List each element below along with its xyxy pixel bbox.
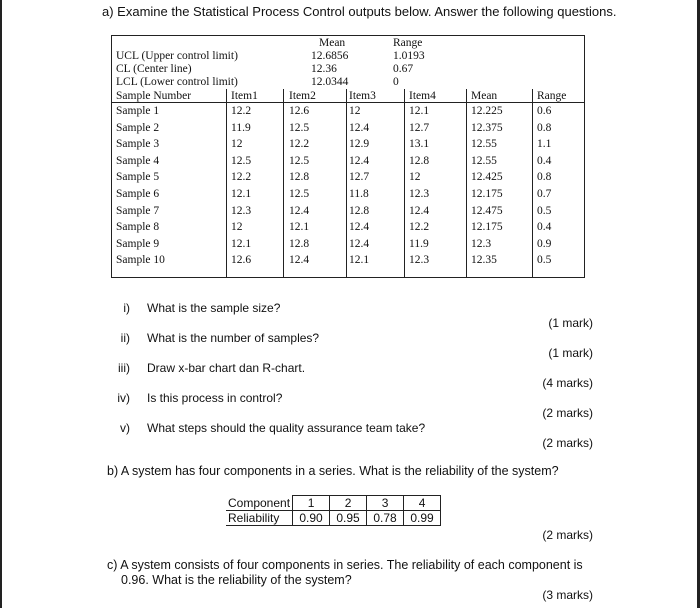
reliability-table: [226, 495, 441, 526]
question-text: Is this process in control?: [147, 391, 283, 405]
table-cell: 12.2: [409, 221, 430, 234]
sample-label: Sample 9: [116, 237, 160, 250]
table-cell: 12.2: [231, 105, 252, 117]
component-cell: 4: [404, 496, 441, 511]
limit-mean-value: 12.36: [311, 63, 337, 75]
table-cell: 12: [349, 105, 361, 117]
column-divider: [466, 89, 467, 278]
table-cell: 12.3: [231, 204, 252, 217]
limit-range-value: 1.0193: [393, 50, 425, 62]
reliability-cell: 0.99: [404, 511, 441, 526]
table-cell: 12.375: [471, 121, 503, 134]
sample-label: Sample 10: [116, 254, 165, 267]
component-label: Component: [226, 496, 293, 511]
table-cell: 12.2: [231, 171, 252, 184]
table-cell: 12.5: [231, 154, 252, 167]
table-cell: 12.3: [471, 237, 492, 250]
table-cell: 12: [231, 221, 243, 234]
column-divider: [532, 89, 533, 278]
table-cell: 12.7: [409, 121, 430, 134]
limit-mean-value: 12.0344: [311, 76, 349, 88]
table-cell: 0.4: [537, 221, 552, 234]
column-header: Item4: [409, 90, 436, 102]
table-cell: 12.55: [471, 154, 497, 167]
table-cell: 12.1: [231, 237, 252, 250]
table-cell: 12.2: [289, 138, 310, 151]
table-cell: 0.4: [537, 154, 552, 167]
column-divider: [283, 89, 284, 278]
question-marks: (2 marks): [542, 406, 593, 420]
table-cell: 12.175: [471, 221, 503, 234]
table-cell: 12.9: [349, 138, 370, 151]
question-marks: (1 mark): [548, 316, 593, 330]
limit-mean-value: 12.6856: [311, 50, 349, 62]
table-cell: 12.475: [471, 204, 503, 217]
limit-label: CL (Center line): [116, 63, 192, 75]
reliability-label: Reliability: [226, 511, 293, 526]
question-c-line1: c) A system consists of four components in series. The reliability of each component is: [107, 558, 583, 572]
column-header: Mean: [471, 90, 498, 102]
table-cell: 0.8: [537, 171, 552, 184]
sample-label: Sample 4: [116, 154, 160, 167]
table-cell: 12.4: [409, 204, 430, 217]
question-text: What is the number of samples?: [147, 331, 320, 345]
question-marks: (4 marks): [542, 376, 593, 390]
table-cell: 0.6: [537, 105, 552, 117]
table-cell: 12.55: [471, 138, 497, 151]
limit-label: LCL (Lower control limit): [116, 76, 238, 88]
question-c-marks: (3 marks): [542, 588, 593, 602]
question-b-text: b) A system has four components in a series. What is the reliability of the system?: [107, 464, 559, 478]
limit-header-mean: Mean: [319, 37, 346, 49]
table-cell: 12.4: [349, 121, 370, 134]
table-cell: 12.1: [289, 221, 310, 234]
table-cell: 12.5: [289, 188, 310, 200]
limit-header-range: Range: [393, 37, 423, 49]
table-cell: 12.4: [289, 204, 310, 217]
question-marks: (2 marks): [542, 436, 593, 450]
sample-label: Sample 2: [116, 121, 160, 134]
table-cell: 12.8: [289, 237, 310, 250]
question-number: v): [120, 421, 130, 435]
column-header: Sample Number: [116, 90, 192, 102]
sample-label: Sample 6: [116, 188, 160, 200]
question-text: What steps should the quality assurance team take?: [147, 421, 426, 435]
table-cell: 12.1: [349, 254, 370, 267]
table-cell: 12.225: [471, 105, 503, 117]
table-cell: 12.3: [409, 188, 430, 200]
table-cell: 12.6: [289, 105, 310, 117]
reliability-cell: 0.90: [293, 511, 330, 526]
column-header: Range: [537, 90, 567, 102]
question-number: i): [123, 301, 130, 315]
table-cell: 12.425: [471, 171, 503, 184]
question-c-line2: 0.96. What is the reliability of the system?: [121, 573, 352, 587]
sample-label: Sample 5: [116, 171, 160, 184]
table-cell: 12.175: [471, 188, 503, 200]
table-cell: 0.5: [537, 204, 552, 217]
limit-range-value: 0.67: [393, 63, 414, 75]
limit-label: UCL (Upper control limit): [116, 50, 238, 62]
table-cell: 12.6: [231, 254, 252, 267]
component-cell: 1: [293, 496, 330, 511]
table-cell: 13.1: [409, 138, 430, 151]
table-cell: 12.35: [471, 254, 497, 267]
sample-label: Sample 3: [116, 138, 160, 151]
reliability-cell: 0.78: [367, 511, 404, 526]
spc-output-table: [111, 35, 585, 278]
table-cell: 12.4: [289, 254, 310, 267]
table-cell: 12.1: [409, 105, 430, 117]
table-cell: 0.8: [537, 121, 552, 134]
question-a-heading: a) Examine the Statistical Process Control outputs below. Answer the following questions.: [102, 4, 617, 19]
sample-label: Sample 1: [116, 105, 160, 117]
question-number: iv): [117, 391, 130, 405]
table-cell: 12.4: [349, 154, 370, 167]
table-cell: 11.8: [349, 188, 369, 200]
table-cell: 0.5: [537, 254, 552, 267]
column-header: Item2: [289, 90, 316, 102]
component-row: [226, 496, 441, 511]
table-cell: 12.5: [289, 121, 310, 134]
table-cell: 12.7: [349, 171, 370, 184]
component-cell: 2: [330, 496, 367, 511]
table-cell: 12.8: [289, 171, 310, 184]
table-cell: 12.8: [409, 154, 430, 167]
column-header: Item1: [231, 90, 258, 102]
page-border-left: [0, 0, 2, 608]
table-cell: 1.1: [537, 138, 552, 151]
sample-label: Sample 7: [116, 204, 160, 217]
table-cell: 12.5: [289, 154, 310, 167]
question-text: What is the sample size?: [147, 301, 281, 315]
sample-label: Sample 8: [116, 221, 160, 234]
column-divider: [226, 89, 227, 278]
table-cell: 0.9: [537, 237, 552, 250]
question-number: ii): [120, 331, 130, 345]
table-cell: 12.8: [349, 204, 370, 217]
question-b-marks: (2 marks): [542, 528, 593, 542]
table-cell: 12.4: [349, 221, 370, 234]
table-cell: 11.9: [231, 121, 251, 134]
column-divider: [346, 89, 347, 278]
header-divider: [111, 102, 585, 103]
table-cell: 12.3: [409, 254, 430, 267]
column-header: Item3: [349, 90, 376, 102]
reliability-row: [226, 511, 441, 526]
component-cell: 3: [367, 496, 404, 511]
table-cell: 12: [409, 171, 421, 184]
column-divider: [404, 89, 405, 278]
table-cell: 11.9: [409, 237, 429, 250]
question-number: iii): [118, 361, 130, 375]
reliability-cell: 0.95: [330, 511, 367, 526]
table-cell: 12.4: [349, 237, 370, 250]
table-cell: 0.7: [537, 188, 552, 200]
question-text: Draw x-bar chart dan R-chart.: [147, 361, 306, 375]
table-cell: 12: [231, 138, 243, 151]
table-cell: 12.1: [231, 188, 252, 200]
question-marks: (1 mark): [548, 346, 593, 360]
limit-range-value: 0: [393, 76, 399, 88]
